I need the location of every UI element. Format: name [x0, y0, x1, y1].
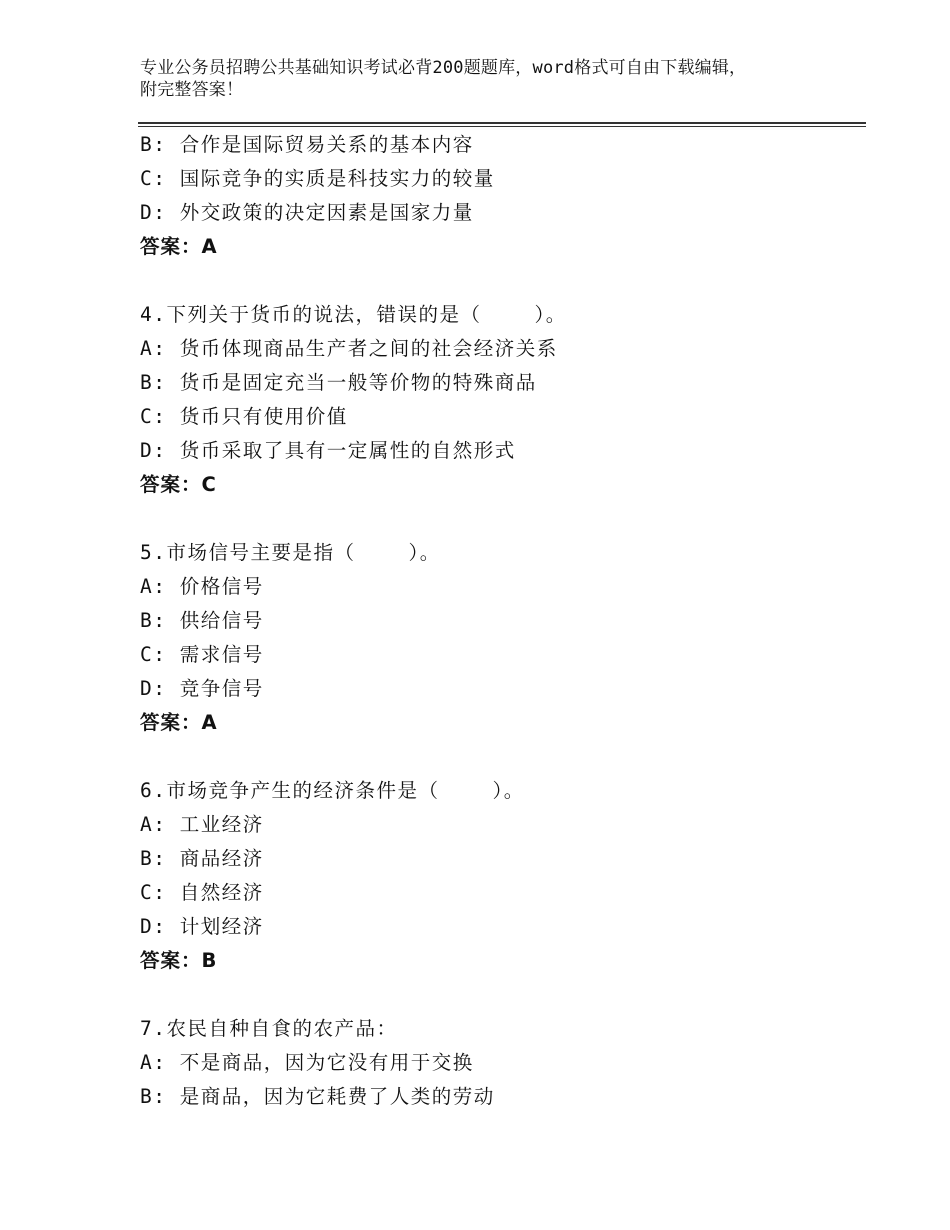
spacer [140, 502, 860, 536]
header-rule [138, 122, 866, 124]
spacer [140, 978, 860, 1012]
question-block-4 [140, 298, 860, 502]
question-stem: 6.市场竞争产生的经济条件是（ ）。 [140, 779, 525, 802]
question-stem: 5.市场信号主要是指（ ）。 [140, 541, 441, 564]
page-header [140, 57, 840, 101]
question-block-5 [140, 536, 860, 740]
question-block-6 [140, 774, 860, 978]
answer-line: 答案：A [140, 711, 218, 734]
option-d: D: 竞争信号 [140, 677, 264, 700]
option-a: A: 货币体现商品生产者之间的社会经济关系 [140, 337, 558, 360]
option-c: C: 货币只有使用价值 [140, 405, 348, 428]
question-block-prev [140, 128, 860, 264]
answer-line: 答案：B [140, 949, 218, 972]
option-d: D: 外交政策的决定因素是国家力量 [140, 201, 474, 224]
question-stem: 7.农民自种自食的农产品： [140, 1017, 398, 1040]
header-line-2: 附完整答案！ [140, 80, 244, 100]
option-b: B: 商品经济 [140, 847, 264, 870]
option-a: A: 价格信号 [140, 575, 264, 598]
header-line-1: 专业公务员招聘公共基础知识考试必背200题题库，word格式可自由下载编辑， [140, 58, 747, 78]
option-b: B: 合作是国际贸易关系的基本内容 [140, 133, 474, 156]
spacer [140, 740, 860, 774]
question-stem: 4.下列关于货币的说法，错误的是（ ）。 [140, 303, 567, 326]
option-b: B: 是商品，因为它耗费了人类的劳动 [140, 1085, 495, 1108]
option-d: D: 货币采取了具有一定属性的自然形式 [140, 439, 516, 462]
question-block-7 [140, 1012, 860, 1114]
option-b: B: 供给信号 [140, 609, 264, 632]
option-d: D: 计划经济 [140, 915, 264, 938]
question-list [140, 128, 860, 1114]
option-c: C: 需求信号 [140, 643, 264, 666]
answer-line: 答案：C [140, 473, 217, 496]
option-a: A: 不是商品，因为它没有用于交换 [140, 1051, 474, 1074]
spacer [140, 264, 860, 298]
option-a: A: 工业经济 [140, 813, 264, 836]
option-c: C: 国际竞争的实质是科技实力的较量 [140, 167, 495, 190]
option-c: C: 自然经济 [140, 881, 264, 904]
header-rule-thin [138, 126, 866, 127]
answer-line: 答案：A [140, 235, 218, 258]
option-b: B: 货币是固定充当一般等价物的特殊商品 [140, 371, 537, 394]
